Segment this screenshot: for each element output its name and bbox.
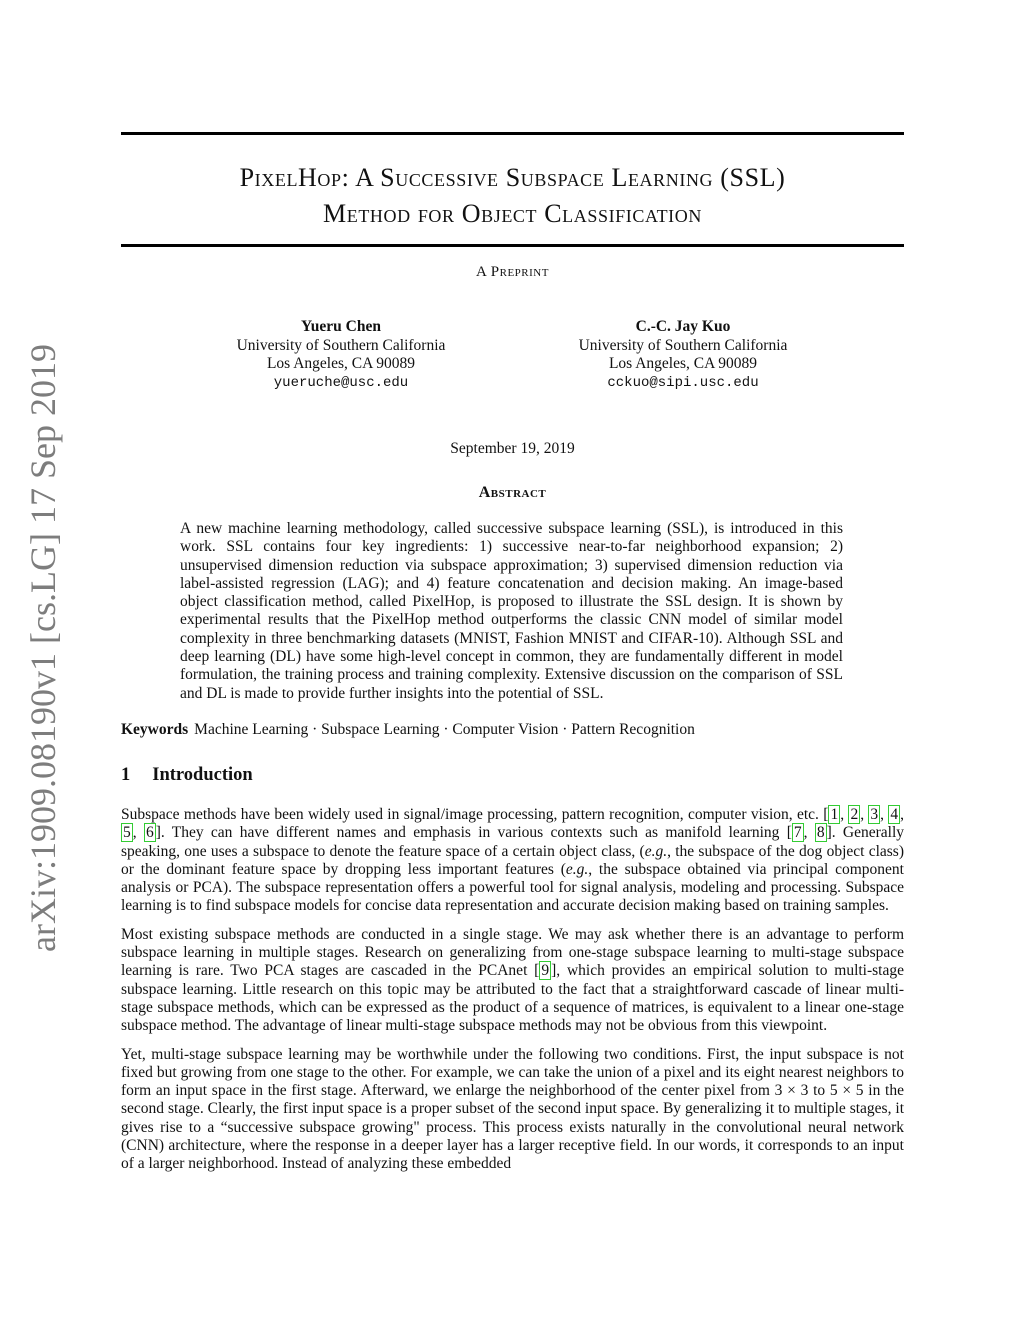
citation-link[interactable]: 6: [145, 824, 154, 842]
text-run: ], which provides an empirical solution to multi-stage subspace learning. Little research on this topic may be attributed to the fact that a straightforward cascade of linear multi-stage subspace methods, which can be expressed as the product of a sequence of matrices, is equivalent to a linear one-stage subspace method. The advantage of linear multi-stage subspace methods may not be obvious from this viewpoint.: [121, 962, 904, 1035]
citation-link[interactable]: 5: [123, 824, 131, 842]
text-run: Most existing subspace methods are conducted in a single stage. We may ask whether there is an advantage to perform subspace learning in multiple stages. Research on generalizing from one-stage subspace learning to multi-stage subspace learning is rare. Two PCA stages are cascaded in the PCAnet [: [121, 925, 904, 980]
author-email[interactable]: yueruche@usc.edu: [273, 374, 409, 391]
citation-link[interactable]: 1: [830, 806, 839, 823]
body-text: [121, 806, 904, 1184]
citation-link[interactable]: 9: [541, 962, 550, 980]
citation-link[interactable]: 2: [850, 806, 859, 823]
emphasis: e.g.: [644, 842, 668, 860]
text-run: , the subspace obtained via principal component analysis or PCA). The subspace representation offers a powerful tool for signal analysis, modeling and processing. Subspace learning is to find subspace models for concise data representation and accurate decision making based on training samples.: [121, 860, 904, 915]
author-affiliation: University of Southern California: [236, 336, 446, 354]
top-rule: [121, 132, 904, 135]
title-line-2: Method for Object Classification: [323, 199, 702, 228]
citation-link[interactable]: 8: [816, 824, 825, 842]
section-number: 1: [121, 765, 131, 785]
author-address: Los Angeles, CA 90089: [266, 355, 416, 372]
paragraph-1: Subspace methods have been widely used in signal/image processing, pattern recognition, computer vision, etc. [ 1 , 2 , 3 , 4 , 5 , 6 ]. They can have different names and emphasis in various contexts such as manifold learning [ 7 , 8 ]. Generally speaking, one uses a subspace to denote the feature space of a certain object class, (e.g., the subspace of the dog object class) or the dominant feature space by dropping less important features (e.g., the subspace obtained via principal component analysis or PCA). The subspace representation offers a powerful tool for signal analysis, modeling and processing. Subspace learning is to find subspace models for concise data representation and accurate decision making based on training samples.: [121, 806, 905, 915]
author-name: Yueru Chen: [301, 318, 381, 335]
citation-link[interactable]: 7: [793, 824, 802, 842]
text-run: Subspace methods have been widely used in signal/image processing, pattern recognition, computer vision, etc. [: [121, 806, 829, 823]
author-block-2: [518, 318, 848, 392]
paragraph-3: Yet, multi-stage subspace learning may be worthwhile under the following two conditions. First, the input subspace is not fixed but growing from one stage to the other. For example, we can take the union of a pixel and its eight nearest neighbors to form an input space in the first stage. Afterward, we enlarge the neighborhood of the center pixel from 3 × 3 to 5 × 5 in the second stage. Clearly, the first input space is a proper subset of the second input space. By generalizing it to multiple stages, it gives rise to a “successive subspace growing" process. This process exists naturally in the convolutional neural network (CNN) architecture, where the response in a deeper layer has a larger receptive field. In our words, it corresponds to an input of a larger neighborhood. Instead of analyzing these embedded: [121, 1045, 904, 1173]
abstract-text: A new machine learning methodology, called successive subspace learning (SSL), is introduced in this work. SSL contains four key ingredients: 1) successive near-to-far neighborhood expansion; 2) unsupervised dimension reduction via subspace approximation; 3) supervised dimension reduction via label-assisted regression (LAG); and 4) feature concatenation and decision making. An image-based object classification method, called PixelHop, is proposed to illustrate the SSL design. It is shown by experimental results that the PixelHop method outperforms the classic CNN model of similar model complexity in three benchmarking datasets (MNIST, Fashion MNIST and CIFAR-10). Although SSL and deep learning (DL) have some high-level concept in common, they are fundamentally different in model formulation, the training process and training complexity. Extensive discussion on the comparison of SSL and DL is made to provide further insights into the potential of SSL.: [180, 520, 843, 702]
title-line-1: PixelHop: A Successive Subspace Learning (SSL): [239, 163, 786, 192]
author-address: Los Angeles, CA 90089: [608, 355, 758, 372]
section-heading: [121, 765, 253, 786]
bottom-rule: [121, 244, 904, 247]
author-name: C.-C. Jay Kuo: [635, 318, 731, 335]
citation-link[interactable]: 3: [870, 806, 879, 823]
abstract-heading: Abstract: [478, 484, 547, 501]
citation-link[interactable]: 4: [890, 806, 899, 823]
author-email[interactable]: cckuo@sipi.usc.edu: [607, 374, 759, 391]
emphasis: e.g.: [565, 860, 589, 878]
keywords-line: [121, 721, 695, 739]
text-run: ]. They can have different names and emphasis in various contexts such as manifold learning [: [155, 824, 792, 842]
author-affiliation: University of Southern California: [578, 336, 788, 354]
arxiv-stamp: arXiv:1909.08190v1 [cs.LG] 17 Sep 2019: [23, 343, 64, 952]
author-block-1: [176, 318, 506, 392]
paper-date: September 19, 2019: [450, 440, 575, 457]
text-run: ]. Generally speaking, one uses a subspace to denote the feature space of a certain object class, (: [121, 824, 905, 860]
paragraph-2: [121, 926, 904, 1036]
preprint-label: A Preprint: [476, 264, 549, 280]
text-run: , the subspace of the dog object class) or the dominant feature space by dropping less important features (: [121, 842, 904, 878]
arxiv-stamp-container: [8, 343, 78, 952]
paper-title: [121, 160, 904, 232]
keywords-text: Machine Learning · Subspace Learning · Computer Vision · Pattern Recognition: [194, 721, 695, 738]
keywords-label: Keywords: [121, 721, 189, 738]
section-title: Introduction: [152, 765, 253, 785]
